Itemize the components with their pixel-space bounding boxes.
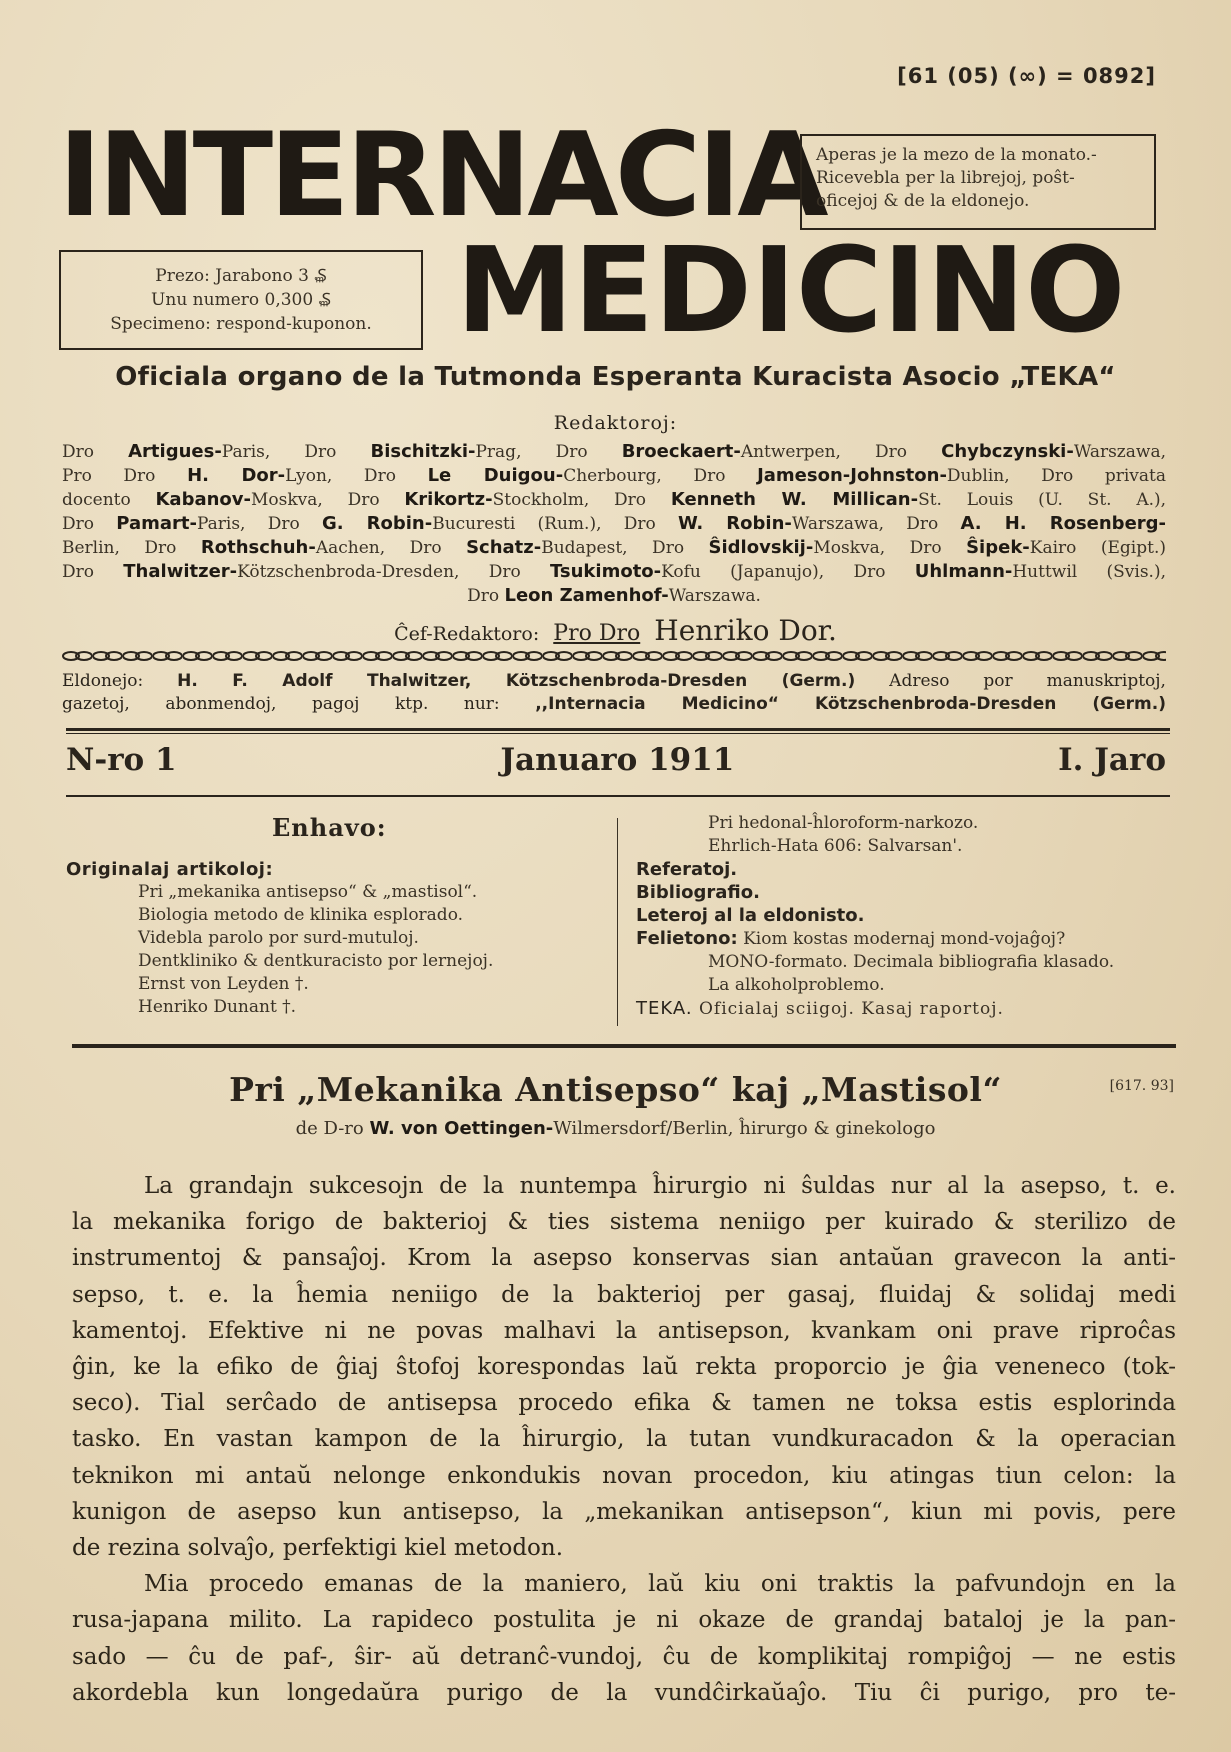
editors-line (62, 536, 1166, 560)
chief-editor (0, 614, 1231, 647)
author-affiliation: Wilmersdorf/Berlin, ĥirurgo & ginekologo (553, 1118, 936, 1139)
price-box (59, 250, 423, 350)
toc-item: Pri hedonal-ĥloroform-narkozo. (708, 813, 979, 833)
article-line: instrumentoj & pansaĵoj. Krom la asepso konservas sian antaŭan gravecon la anti- (72, 1245, 1176, 1272)
editor-name: Artigues- (128, 441, 222, 462)
toc-divider (617, 818, 618, 1026)
toc-left-column (66, 858, 606, 1019)
issue-rule (66, 795, 1170, 797)
toc-item: MONO-formato. Decimala bibliografia klasado. (708, 952, 1115, 972)
editors-line (62, 488, 1166, 512)
article-line: la mekanika forigo de bakterioj & ties sistema neniigo per kuirado & sterilizo de (72, 1209, 1176, 1236)
toc-heading-felietono (636, 927, 1176, 951)
editor-name: Le Duigou- (427, 465, 564, 486)
article-byline (0, 1118, 1231, 1139)
distribution-line: Ricevebla per la librejoj, poŝt- (816, 168, 1075, 188)
official-organ-subtitle: Oficiala organo de la Tutmonda Esperanta Kuracista Asocio „TEKA“ (115, 362, 1116, 392)
toc-item: Ehrlich-Hata 606: Salvarsan'. (708, 836, 963, 856)
issue-year: I. Jaro (1058, 742, 1166, 778)
editor-location: Warszawa, Dro (791, 514, 961, 534)
editor-name: A. H. Rosenberg- (960, 513, 1167, 534)
editor-location: Warszawa, (1073, 442, 1166, 462)
article-line: La grandajn sukcesojn de la nuntempa ĥirurgio ni ŝuldas nur al la asepso, t. e. (144, 1173, 1176, 1199)
editor-name: Leon Zamenhof- (504, 585, 669, 606)
toc-heading-teka (636, 997, 1176, 1021)
editor-location: docento (62, 490, 156, 510)
distribution-line: oficejoj & de la eldonejo. (816, 191, 1030, 211)
editor-name: Chybczynski- (941, 441, 1074, 462)
article-line: kunigon de asepso kun antisepso, la „mekanikan antisepson“, kiun mi povis, pere (72, 1498, 1176, 1525)
editor-name: Kenneth W. Millican- (670, 489, 919, 510)
article-line: de rezina solvaĵo, perfektigi kiel metodon. (72, 1535, 564, 1562)
publisher-line (62, 693, 1166, 716)
editor-location: Prag, Dro (475, 442, 622, 462)
editor-location: Kairo (Egipt.) (1029, 538, 1166, 558)
editor-location: Dro (467, 586, 505, 606)
publisher-address-label: Adreso por manuskriptoj, (855, 671, 1166, 691)
publisher-info (62, 670, 1166, 716)
toc-item: La alkoholproblemo. (708, 975, 885, 995)
article-line: akordebla kun longedaŭra purigo de la vundĉirkaŭaĵo. Tiu ĉi purigo, pro te- (72, 1679, 1176, 1706)
editor-location: Paris, Dro (221, 442, 371, 462)
distribution-line: Aperas je la mezo de la monato.- (816, 145, 1097, 165)
editor-name: Schatz- (466, 537, 542, 558)
article-line: Mia procedo emanas de la maniero, laŭ kiu oni traktis la pafvundojn en la (144, 1571, 1176, 1598)
editor-location: Bucuresti (Rum.), Dro (432, 514, 678, 534)
editor-name: Pamart- (116, 513, 197, 534)
toc-heading-bibliografio: Bibliografio. (636, 882, 760, 903)
author-name: W. von Oettingen- (369, 1118, 554, 1139)
editor-location: Dro (62, 562, 124, 582)
toc-bottom-rule (72, 1044, 1176, 1048)
article-body (72, 1168, 1176, 1711)
toc-heading-referatoj: Referatoj. (636, 859, 738, 880)
editor-location: Berlin, Dro (62, 538, 201, 558)
editors-list (62, 440, 1166, 608)
distribution-box (800, 134, 1156, 230)
editor-location: Kofu (Japanujo), Dro (661, 562, 915, 582)
toc-item: Pri „mekanika antisepso“ & „mastisol“. (138, 882, 478, 902)
editor-location: Stockholm, Dro (492, 490, 671, 510)
issue-line (66, 742, 1166, 778)
editor-location: Pro Dro (62, 466, 188, 486)
masthead-title-line2: MEDICINO (456, 221, 1126, 359)
toc-heading-original: Originalaj artikoloj: (66, 859, 274, 880)
toc-right-column (636, 812, 1176, 1021)
teka-label: TEKA. (636, 998, 693, 1019)
editor-name: W. Robin- (677, 513, 792, 534)
editor-location: Dro (62, 442, 129, 462)
editors-line (62, 464, 1166, 488)
editor-location: Moskva, Dro (251, 490, 405, 510)
editor-location: Dublin, Dro privata (946, 466, 1167, 486)
publisher-label: Eldonejo: (62, 671, 178, 691)
editor-location: Budapest, Dro (541, 538, 709, 558)
editor-location: Huttwil (Svis.), (1012, 562, 1166, 582)
editors-line (62, 440, 1166, 464)
price-line: Prezo: Jarabono 3 ₷ (155, 266, 327, 286)
editor-location: Antwerpen, Dro (740, 442, 942, 462)
felietono-label: Felietono: (636, 928, 738, 949)
editor-name: Broeckaert- (621, 441, 741, 462)
article-line: sado — ĉu de paf-, ŝir- aŭ detranĉ-vundoj, ĉu de komplikitaj rompiĝoj — ne estis (72, 1643, 1176, 1670)
teka-items: Oficialaj sciigoj. Kasaj raportoj. (692, 999, 1004, 1019)
editor-name: Jameson-Johnston- (757, 465, 947, 486)
toc-item: Videbla parolo por surd-mutuloj. (138, 928, 419, 948)
editor-name: G. Robin- (321, 513, 433, 534)
ornamental-divider (62, 650, 1166, 662)
editor-location: St. Louis (U. St. A.), (918, 490, 1167, 510)
editor-name: Ŝipek- (966, 537, 1030, 558)
editor-name: Kabanov- (155, 489, 251, 510)
editor-location: Warszawa. (668, 586, 761, 606)
editor-location: Paris, Dro (196, 514, 322, 534)
editor-name: Ŝidlovskij- (708, 537, 814, 558)
header-rule (66, 728, 1170, 731)
editor-location: Aachen, Dro (315, 538, 467, 558)
editor-location: Moskva, Dro (813, 538, 967, 558)
toc-title: Enhavo: (272, 813, 387, 842)
article-title: Pri „Mekanika Antisepso“ kaj „Mastisol“ (229, 1070, 1002, 1109)
editor-location: Cherbourg, Dro (563, 466, 758, 486)
editor-name: Bischitzki- (370, 441, 476, 462)
chief-editor-title: Pro Dro (553, 621, 641, 646)
issue-date: Januaro 1911 (500, 742, 735, 778)
article-line: tasko. En vastan kampon de la ĥirurgio, la tutan vundkuracadon & la operacian (72, 1426, 1176, 1453)
editor-name: Rothschuh- (200, 537, 316, 558)
article-line: seco). Tial serĉado de antisepsa procedo efika & tamen ne toksa estis esplorinda (72, 1390, 1176, 1417)
ornament-chain (62, 650, 1166, 662)
editor-name: Uhlmann- (914, 561, 1013, 582)
toc-item: Ernst von Leyden †. (138, 974, 309, 994)
publisher-address-text: gazetoj, abonmendoj, pagoj ktp. nur: (62, 694, 536, 714)
price-line: Unu numero 0,300 ₷ (151, 290, 331, 310)
editors-label: Redaktoroj: (553, 412, 678, 434)
price-line: Specimeno: respond-kuponon. (110, 314, 372, 334)
chief-editor-name: Henriko Dor. (654, 614, 837, 647)
editor-location: Kötzschenbroda-Dresden, Dro (237, 562, 551, 582)
publisher-address: ,,Internacia Medicino“ Kötzschenbroda-Dresden (Germ.) (535, 694, 1166, 714)
classification-code: [61 (05) (∞) = 0892] (897, 64, 1156, 88)
publisher-name: H. F. Adolf Thalwitzer, Kötzschenbroda-Dresden (Germ.) (177, 671, 856, 691)
editors-line (62, 584, 1166, 608)
editors-line (62, 560, 1166, 584)
article-line: kamentoj. Efektive ni ne povas malhavi la antisepson, kvankam oni prave riproĉas (72, 1317, 1176, 1344)
editor-location: Lyon, Dro (285, 466, 428, 486)
header-rule-thin (66, 733, 1170, 734)
felietono-item: Kiom kostas modernaj mond-vojaĝoj? (737, 929, 1066, 949)
editors-line (62, 512, 1166, 536)
article-line: rusa-japana milito. La rapideco postulita je ni okaze de grandaj bataloj je la pan- (72, 1607, 1176, 1634)
toc-item: Biologia metodo de klinika esplorado. (138, 905, 464, 925)
article-classification: [617. 93] (1109, 1078, 1174, 1094)
editor-name: Krikortz- (404, 489, 493, 510)
issue-number: N-ro 1 (66, 742, 177, 778)
chief-editor-label: Ĉef-Redaktoro: (394, 623, 540, 645)
toc-heading-leteroj: Leteroj al la eldonisto. (636, 905, 865, 926)
toc-item: Henriko Dunant †. (138, 997, 297, 1017)
byline-prefix: de D-ro (295, 1118, 370, 1139)
article-line: sepso, t. e. la ĥemia neniigo de la bakterioj per gasaj, fluidaj & solidaj medi (72, 1281, 1176, 1308)
editor-location: Dro (62, 514, 117, 534)
article-line: teknikon mi antaŭ nelonge enkondukis novan procedon, kiu atingas tiun celon: la (72, 1462, 1176, 1489)
editor-name: Tsukimoto- (550, 561, 662, 582)
editor-name: H. Dor- (187, 465, 286, 486)
toc-item: Dentkliniko & dentkuracisto por lernejoj. (138, 951, 494, 971)
masthead-title-line1: INTERNACIA (58, 107, 825, 243)
publisher-line (62, 670, 1166, 693)
article-line: ĝin, ke la efiko de ĝiaj ŝtofoj korespondas laŭ rekta proporcio je ĝia veneneco (tok- (72, 1354, 1176, 1381)
editor-name: Thalwitzer- (123, 561, 238, 582)
